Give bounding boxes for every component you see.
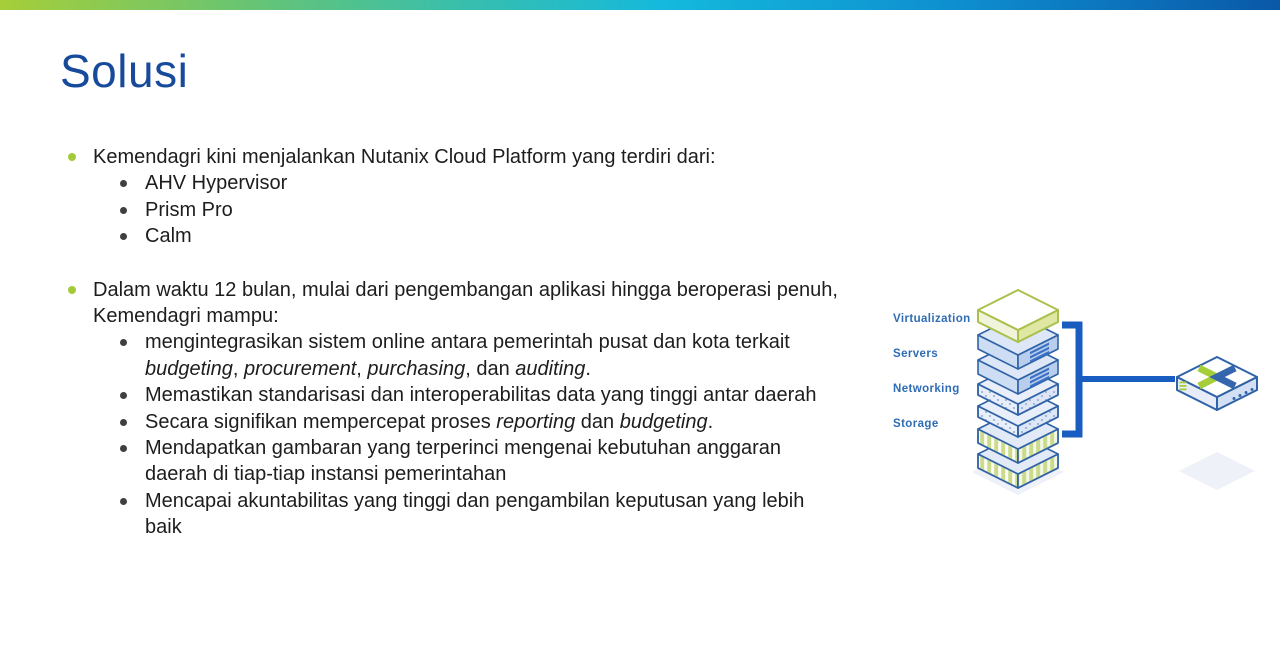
sub-bullet-item [62,223,873,249]
node-shadow [1179,452,1255,490]
sub-bullet-item [62,170,873,196]
label-networking: Networking [893,383,960,395]
infrastructure-stack-illustration [860,278,1280,510]
sub-bullet-item [62,382,873,408]
bullet-text: Mencapai akuntabilitas yang tinggi dan pengambilan keputusan yang lebih baik [145,489,805,539]
dark-bullet-marker [120,419,127,426]
sub-bullet-item [62,197,873,223]
page-title: Solusi [60,45,189,97]
bullet-list [62,144,873,541]
dark-bullet-marker [120,339,127,346]
label-storage: Storage [893,418,939,430]
top-accent-bar [0,0,1280,10]
bullet-text: Secara signifikan mempercepat proses reporting dan budgeting. [145,410,714,433]
dark-bullet-marker [120,392,127,399]
bullet-text: mengintegrasikan sistem online antara pemerintah pusat dan kota terkait budgeting, procurement, purchasing, dan auditing. [145,331,790,380]
bullet-text: Mendapatkan gambaran yang terperinci mengenai kebutuhan anggaran daerah di tiap-tiap instansi pemerintahan [145,437,782,486]
bullet-text: Kemendagri kini menjalankan Nutanix Cloud Platform yang terdiri dari: [93,146,716,168]
nutanix-node-icon [1177,357,1257,410]
node-led-lights [1180,382,1187,391]
dark-bullet-marker [120,233,127,240]
bracket-connector [1062,325,1079,434]
label-virtualization: Virtualization [893,313,971,325]
dark-bullet-marker [120,207,127,214]
bullet-text: Memastikan standarisasi dan interoperabilitas data yang tinggi antar daerah [145,384,817,407]
sub-bullet-item [62,329,873,382]
bullet-text: Prism Pro [145,198,233,221]
bullet-text: Dalam waktu 12 bulan, mulai dari pengembangan aplikasi hingga beroperasi penuh, Kemendagri mampu: [93,278,838,328]
sub-bullet-item [62,409,873,435]
bullet-item [62,277,873,330]
green-bullet-marker [68,286,76,294]
sub-bullet-item [62,488,873,541]
dark-bullet-marker [120,180,127,187]
bullet-text: AHV Hypervisor [145,172,288,195]
bullet-text: Calm [145,225,192,248]
green-bullet-marker [68,153,76,161]
sub-bullet-item [62,435,873,488]
label-servers: Servers [893,348,939,360]
dark-bullet-marker [120,445,127,452]
bullet-item [62,144,873,170]
dark-bullet-marker [120,498,127,505]
